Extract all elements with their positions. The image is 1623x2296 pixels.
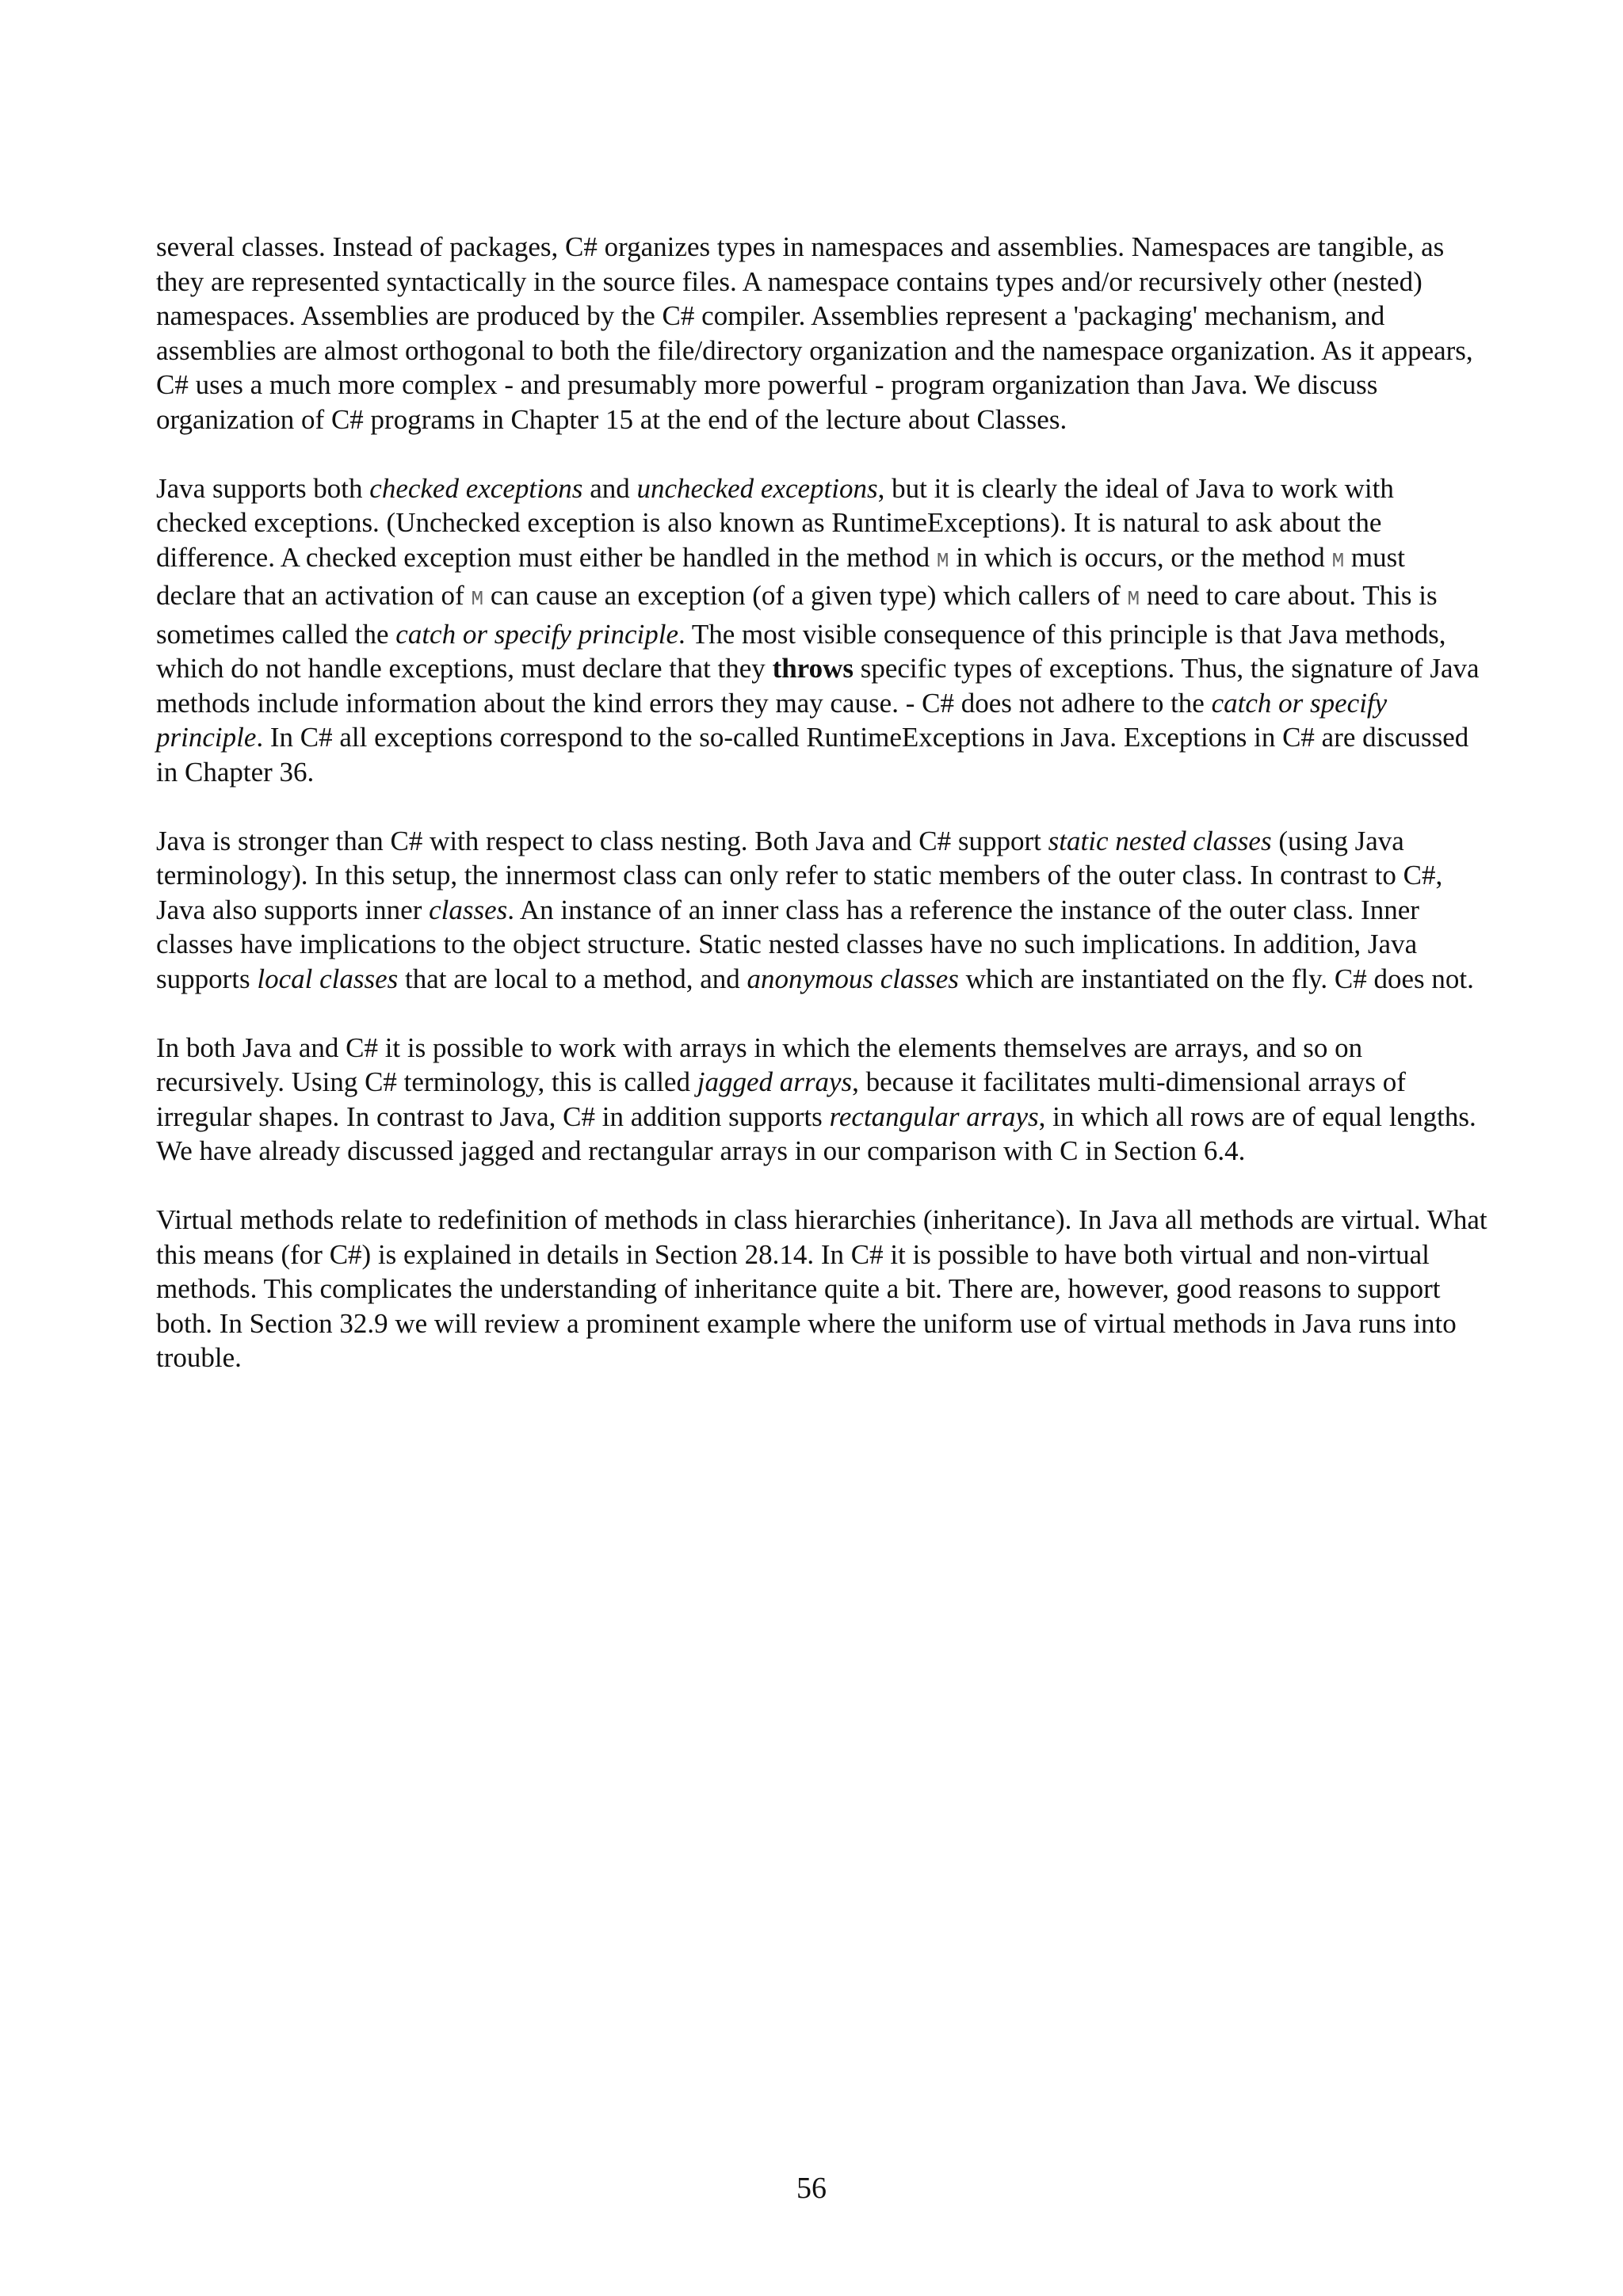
text-run: specific types of exceptions. Thus, the signature of Java methods include information about the kind errors they may cause. - C# does not adhere to the: [156, 653, 1480, 719]
term-jagged-arrays: jagged arrays: [697, 1066, 853, 1097]
term-rectangular-arrays: rectangular arrays: [829, 1100, 1039, 1132]
paragraph-arrays: [156, 1031, 1487, 1169]
term-anonymous-classes: anonymous classes: [747, 963, 959, 994]
keyword-throws: throws: [772, 653, 854, 684]
text-run: need to care about. This is sometimes called the: [156, 580, 1438, 650]
code-identifier: M: [1127, 587, 1140, 611]
text-run: in which is occurs, or the method: [949, 541, 1332, 573]
paragraph-class-nesting: [156, 824, 1487, 997]
text-run: , but it is clearly the ideal of Java to work with checked exceptions. (Unchecked exception is also known as RuntimeExceptions). It is natural to ask about the difference. A checked exception must either be handled in the method: [156, 472, 1394, 573]
term-local-classes: local classes: [257, 963, 399, 994]
text-run: , because it facilitates multi-dimensional arrays of irregular shapes. In contrast to Java, C# in addition supports: [156, 1066, 1406, 1132]
code-identifier: M: [936, 548, 949, 573]
page-number: 56: [796, 2172, 827, 2205]
term-checked-exceptions: checked exceptions: [369, 472, 583, 504]
paragraph-virtual-methods: [156, 1203, 1487, 1375]
paragraph-text: several classes. Instead of packages, C# organizes types in namespaces and assemblies. Namespaces are tangible, as they are represented syntactically in the source files. A namespace contains types and/or recursively other (nested) namespaces. Assemblies are produced by the C# compiler. Assemblies represent a 'packaging' mechanism, and assemblies are almost orthogonal to both the file/directory organization and the namespace organization. As it appears, C# uses a much more complex - and presumably more powerful - program organization than Java. We discuss organization of C# programs in Chapter 15 at the end of the lecture about Classes.: [156, 231, 1473, 435]
text-run: Java supports both: [156, 472, 370, 504]
paragraph-namespaces: [156, 230, 1487, 437]
text-run: . The most visible consequence of this principle is that Java methods, which do not handle exceptions, must declare that they: [156, 618, 1446, 684]
code-identifier: M: [471, 587, 484, 611]
text-run: that are local to a method, and: [398, 963, 747, 994]
code-identifier: M: [1331, 548, 1345, 573]
term-catch-or-specify: catch or specify principle: [156, 687, 1388, 753]
body-text: [156, 230, 1487, 1409]
term-classes: classes: [429, 894, 508, 925]
paragraph-text: Virtual methods relate to redefinition of methods in class hierarchies (inheritance). In Java all methods are virtual. What this means (for C#) is explained in details in Section 28.14. In C# it is possible to have both virtual and non-virtual methods. This complicates the understanding of inheritance quite a bit. There are, however, good reasons to support both. In Section 32.9 we will review a prominent example where the uniform use of virtual methods in Java runs into trouble.: [156, 1204, 1487, 1373]
text-run: , in which all rows are of equal lengths. We have already discussed jagged and rectangular arrays in our comparison with C in Section 6.4.: [156, 1100, 1476, 1166]
text-run: . An instance of an inner class has a reference the instance of the outer class. Inner classes have implications to the object structure. Static nested classes have no such implications. In addition, Java supports: [156, 894, 1419, 994]
text-run: and: [582, 472, 637, 504]
paragraph-exceptions: [156, 471, 1487, 790]
text-run: can cause an exception (of a given type) which callers of: [483, 580, 1128, 611]
text-run: must declare that an activation of: [156, 541, 1405, 611]
term-catch-or-specify: catch or specify principle: [395, 618, 678, 650]
text-run: In both Java and C# it is possible to work with arrays in which the elements themselves are arrays, and so on recursively. Using C# terminology, this is called: [156, 1032, 1363, 1097]
term-unchecked-exceptions: unchecked exceptions: [636, 472, 878, 504]
text-run: Java is stronger than C# with respect to class nesting. Both Java and C# support: [156, 825, 1048, 856]
text-run: . In C# all exceptions correspond to the so-called RuntimeExceptions in Java. Exceptions in C# are discussed in Chapter 36.: [156, 722, 1469, 788]
term-static-nested-classes: static nested classes: [1048, 825, 1272, 856]
text-run: which are instantiated on the fly. C# does not.: [958, 963, 1474, 994]
text-run: (using Java terminology). In this setup, the innermost class can only refer to static members of the outer class. In contrast to C#, Java also supports inner: [156, 825, 1443, 925]
